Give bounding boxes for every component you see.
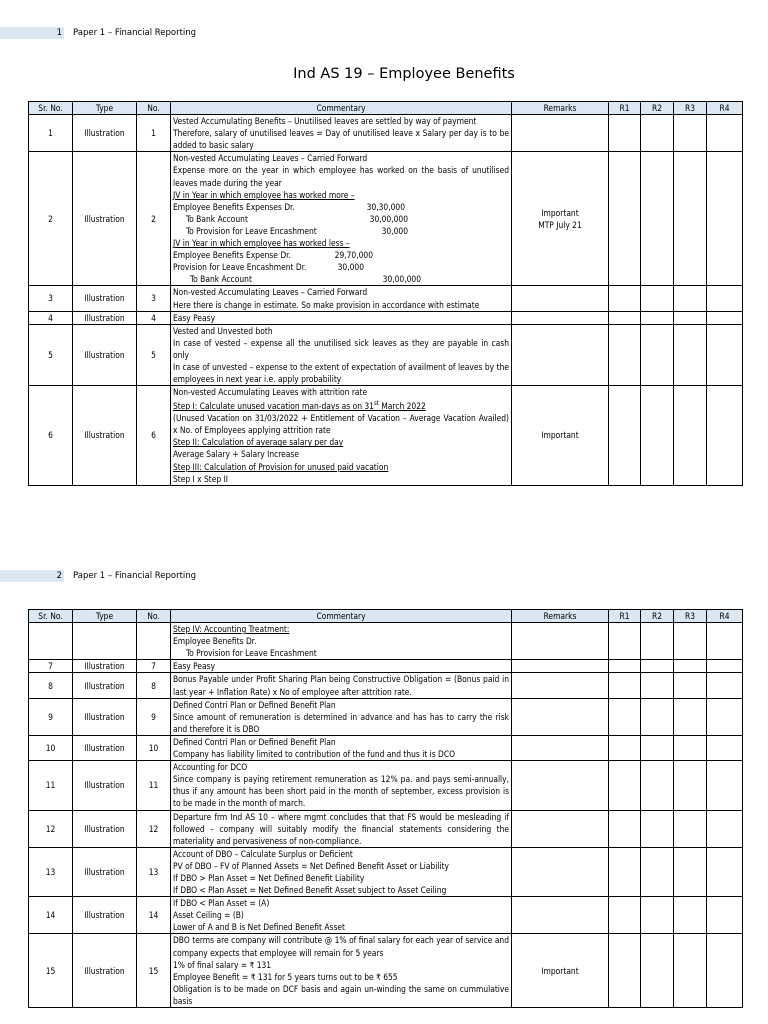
commentary-line: (Unused Vacation on 31/03/2022 + Entitlement of Vacation – Average Vacation Availed) x No. of Employees applying attrition rate (173, 413, 509, 436)
journal-entry (173, 249, 373, 261)
journal-amount: 30,000 (381, 225, 408, 236)
journal-amount: 29,70,000 (334, 250, 373, 261)
r3-cell (674, 660, 707, 673)
table-row (29, 324, 743, 385)
r3-cell (674, 810, 707, 847)
col-type: Type (73, 102, 137, 115)
commentary-cell (171, 698, 512, 735)
r1-cell (609, 152, 641, 286)
r4-cell (707, 698, 743, 735)
table-row (29, 934, 743, 1008)
no-cell: 12 (137, 810, 171, 847)
table-row (29, 673, 743, 698)
r1-cell (609, 324, 641, 385)
no-cell: 6 (137, 386, 171, 486)
r1-cell (609, 897, 641, 934)
commentary-line: Non-vested Accumulating Leaves with attrition rate (173, 387, 368, 398)
table-row (29, 810, 743, 847)
r2-cell (641, 324, 674, 385)
sr-cell: 13 (29, 847, 73, 896)
r3-cell (674, 386, 707, 486)
sr-cell: 7 (29, 660, 73, 673)
r2-cell (641, 386, 674, 486)
table-row (29, 698, 743, 735)
journal-account: To Provision for Leave Encashment (186, 225, 317, 236)
journal-amount: 30,000 (337, 262, 364, 273)
no-cell: 1 (137, 115, 171, 152)
commentary-line: Easy Peasy (173, 661, 216, 672)
r1-cell (609, 623, 641, 660)
col-no: No. (137, 610, 171, 623)
journal-account: Employee Benefits Expense Dr. (173, 250, 291, 261)
r2-cell (641, 735, 674, 760)
sr-cell: 6 (29, 386, 73, 486)
type-cell: Illustration (73, 761, 137, 810)
table-row (29, 152, 743, 286)
col-r3: R3 (674, 610, 707, 623)
commentary-cell (171, 152, 512, 286)
journal-entry (173, 261, 364, 273)
commentary-cell (171, 386, 512, 486)
col-r1: R1 (609, 610, 641, 623)
r4-cell (707, 311, 743, 324)
r3-cell (674, 698, 707, 735)
type-cell: Illustration (73, 660, 137, 673)
ordinal-suffix: st (373, 400, 379, 408)
sr-cell: 10 (29, 735, 73, 760)
r2-cell (641, 934, 674, 1008)
r3-cell (674, 847, 707, 896)
commentary-cell (171, 761, 512, 810)
r1-cell (609, 286, 641, 311)
r4-cell (707, 286, 743, 311)
table-row (29, 115, 743, 152)
type-cell: Illustration (73, 324, 137, 385)
r3-cell (674, 735, 707, 760)
remarks-cell (512, 761, 609, 810)
commentary-line: Defined Contri Plan or Defined Benefit Plan (173, 736, 336, 747)
r4-cell (707, 673, 743, 698)
commentary-line: In case of unvested – expense to the extent of expectation of availment of leaves by the employees in next year i.e. apply probability (173, 361, 509, 385)
table-row (29, 761, 743, 810)
commentary-line: Vested Accumulating Benefits – Unutilised leaves are settled by way of payment (173, 116, 477, 127)
remarks-cell (512, 810, 609, 847)
commentary-line: Obligation is to be made on DCF basis and again un-winding the same on cummulative basis (173, 983, 509, 1006)
step-text: Step I: Calculate unused vacation man-days as on 31 (173, 401, 374, 412)
r4-cell (707, 623, 743, 660)
r3-cell (674, 673, 707, 698)
commentary-line: Lower of A and B is Net Defined Benefit Asset (173, 922, 345, 933)
r2-cell (641, 152, 674, 286)
type-cell: Illustration (73, 934, 137, 1008)
r4-cell (707, 735, 743, 760)
commentary-line: JV in Year in which employee has worked less – (173, 238, 350, 249)
r3-cell (674, 115, 707, 152)
type-cell: Illustration (73, 311, 137, 324)
table-header-row (29, 102, 743, 115)
commentary-line: Employee Benefit = ₹ 131 for 5 years turns out to be ₹ 655 (173, 971, 398, 982)
no-cell (137, 623, 171, 660)
journal-entry (173, 273, 421, 285)
table-row (29, 623, 743, 660)
page-header (0, 27, 768, 39)
commentary-line: Bonus Payable under Profit Sharing Plan being Constructive Obligation = (Bonus paid in last year + Inflation Rate) x No of employee after attrition rate. (173, 674, 509, 697)
commentary-line: Employee Benefits Dr. (173, 636, 257, 647)
remarks-cell (512, 660, 609, 673)
col-r4: R4 (707, 610, 743, 623)
remarks-cell (512, 311, 609, 324)
r1-cell (609, 311, 641, 324)
col-remarks: Remarks (512, 102, 609, 115)
r1-cell (609, 673, 641, 698)
commentary-cell (171, 286, 512, 311)
journal-amount: 30,00,000 (369, 213, 408, 224)
commentary-line: DBO terms are company will contribute @ 1% of final salary for each year of service and company expects that employee will remain for 5 years (173, 935, 509, 958)
journal-account: To Bank Account (186, 213, 248, 224)
r2-cell (641, 897, 674, 934)
commentary-line: Here there is change in estimate. So make provision in accordance with estimate (173, 299, 480, 310)
page-number: 2 (56, 571, 62, 581)
commentary-line: Expense more on the year in which employee has worked on the basis of unutilised leaves made during the year (173, 165, 509, 188)
r2-cell (641, 115, 674, 152)
r1-cell (609, 847, 641, 896)
type-cell: Illustration (73, 897, 137, 934)
r2-cell (641, 660, 674, 673)
page-header-text: Paper 1 – Financial Reporting (73, 28, 197, 38)
r4-cell (707, 115, 743, 152)
r3-cell (674, 311, 707, 324)
journal-entry (173, 225, 408, 237)
r2-cell (641, 810, 674, 847)
table-row (29, 311, 743, 324)
commentary-cell (171, 735, 512, 760)
commentary-cell (171, 897, 512, 934)
r4-cell (707, 324, 743, 385)
sr-cell: 15 (29, 934, 73, 1008)
commentary-cell (171, 311, 512, 324)
remarks-cell: Important (512, 934, 609, 1008)
sr-cell: 1 (29, 115, 73, 152)
type-cell: Illustration (73, 673, 137, 698)
type-cell: Illustration (73, 115, 137, 152)
r1-cell (609, 698, 641, 735)
col-r2: R2 (641, 102, 674, 115)
type-cell: Illustration (73, 735, 137, 760)
remarks-line: Important (541, 207, 579, 218)
r4-cell (707, 660, 743, 673)
r4-cell (707, 847, 743, 896)
remarks-cell (512, 673, 609, 698)
remarks-line: MTP July 21 (538, 219, 582, 230)
commentary-line: PV of DBO – FV of Planned Assets = Net Defined Benefit Asset or Liability (173, 860, 449, 871)
document-title: Ind AS 19 – Employee Benefits (293, 66, 515, 82)
col-remarks: Remarks (512, 610, 609, 623)
commentary-line: Non-vested Accumulating Leaves – Carried Forward (173, 153, 368, 164)
commentary-cell (171, 324, 512, 385)
col-r1: R1 (609, 102, 641, 115)
table-row (29, 660, 743, 673)
commentary-line: Step IV: Accounting Treatment: (173, 624, 290, 635)
r3-cell (674, 152, 707, 286)
commentary-cell (171, 847, 512, 896)
sr-cell: 11 (29, 761, 73, 810)
col-type: Type (73, 610, 137, 623)
commentary-line: If DBO < Plan Asset = Net Defined Benefit Asset subject to Asset Ceiling (173, 885, 447, 896)
r1-cell (609, 810, 641, 847)
r2-cell (641, 847, 674, 896)
no-cell: 10 (137, 735, 171, 760)
journal-account: Employee Benefits Expenses Dr. (173, 201, 295, 212)
r4-cell (707, 934, 743, 1008)
type-cell: Illustration (73, 698, 137, 735)
table-row (29, 386, 743, 486)
commentary-line: JV in Year in which employee has worked more – (173, 189, 355, 200)
remarks-cell (512, 735, 609, 760)
benefits-table (28, 101, 743, 486)
r2-cell (641, 623, 674, 660)
journal-account: Provision for Leave Encashment Dr. (173, 262, 307, 273)
col-r4: R4 (707, 102, 743, 115)
no-cell: 2 (137, 152, 171, 286)
no-cell: 13 (137, 847, 171, 896)
col-commentary: Commentary (171, 102, 512, 115)
r2-cell (641, 286, 674, 311)
r1-cell (609, 115, 641, 152)
commentary-line (173, 398, 509, 412)
remarks-cell (512, 152, 609, 286)
commentary-line: Asset Ceiling = (B) (173, 910, 244, 921)
commentary-line: Since company is paying retirement remuneration as 12% pa. and pays semi-annually, thus if any amount has been short paid in the month of september, excess provision is to be made in the month of march. (173, 774, 509, 809)
sr-cell (29, 623, 73, 660)
r4-cell (707, 897, 743, 934)
r1-cell (609, 735, 641, 760)
type-cell: Illustration (73, 847, 137, 896)
no-cell: 3 (137, 286, 171, 311)
remarks-cell: Important (512, 386, 609, 486)
no-cell: 8 (137, 673, 171, 698)
r4-cell (707, 761, 743, 810)
r2-cell (641, 311, 674, 324)
r3-cell (674, 324, 707, 385)
col-commentary: Commentary (171, 610, 512, 623)
commentary-cell (171, 623, 512, 660)
commentary-line: Step II: Calculation of average salary per day (173, 437, 344, 448)
no-cell: 11 (137, 761, 171, 810)
commentary-cell (171, 673, 512, 698)
r2-cell (641, 698, 674, 735)
commentary-line: 1% of final salary = ₹ 131 (173, 959, 272, 970)
table-header-row (29, 610, 743, 623)
commentary-line: Step III: Calculation of Provision for unused paid vacation (173, 461, 389, 472)
r3-cell (674, 286, 707, 311)
r3-cell (674, 934, 707, 1008)
no-cell: 4 (137, 311, 171, 324)
sr-cell: 2 (29, 152, 73, 286)
commentary-line: Average Salary + Salary Increase (173, 449, 299, 460)
journal-entry (173, 201, 405, 213)
r2-cell (641, 761, 674, 810)
r1-cell (609, 761, 641, 810)
journal-amount: 30,30,000 (366, 201, 405, 212)
commentary-line: Departure frm Ind AS 10 – where mgmt concludes that that FS would be mesleading if followed – company will suitably modify the financial statements considering the materiality and pervasiveness of non-compliance. (173, 811, 509, 846)
commentary-line: Since amount of remuneration is determined in advance and has has to carry the risk and therefore it is DBO (173, 711, 509, 734)
no-cell: 14 (137, 897, 171, 934)
page-number: 1 (56, 28, 62, 38)
commentary-line: In case of vested – expense all the unutilised sick leaves as they are payable in cash only (173, 337, 509, 360)
step-text: March 2022 (378, 401, 426, 412)
page-header (0, 570, 768, 582)
commentary-line: Non-vested Accumulating Leaves – Carried Forward (173, 287, 368, 298)
no-cell: 15 (137, 934, 171, 1008)
benefits-table (28, 609, 743, 1008)
journal-amount: 30,00,000 (382, 274, 421, 285)
col-r3: R3 (674, 102, 707, 115)
type-cell: Illustration (73, 152, 137, 286)
sr-cell: 3 (29, 286, 73, 311)
r4-cell (707, 810, 743, 847)
r1-cell (609, 386, 641, 486)
r3-cell (674, 897, 707, 934)
commentary-line: If DBO < Plan Asset = (A) (173, 898, 270, 909)
col-no: No. (137, 102, 171, 115)
commentary-cell (171, 810, 512, 847)
sr-cell: 5 (29, 324, 73, 385)
sr-cell: 9 (29, 698, 73, 735)
r2-cell (641, 673, 674, 698)
col-sr: Sr. No. (29, 102, 73, 115)
table-row (29, 847, 743, 896)
commentary-cell (171, 115, 512, 152)
commentary-line: Accounting for DCO (173, 762, 248, 773)
page-header-text: Paper 1 – Financial Reporting (73, 571, 197, 581)
r3-cell (674, 761, 707, 810)
r4-cell (707, 386, 743, 486)
type-cell: Illustration (73, 386, 137, 486)
commentary-cell (171, 660, 512, 673)
commentary-line: Easy Peasy (173, 312, 216, 323)
remarks-cell (512, 623, 609, 660)
commentary-line: Vested and Unvested both (173, 325, 273, 336)
r3-cell (674, 623, 707, 660)
no-cell: 9 (137, 698, 171, 735)
table-row (29, 286, 743, 311)
sr-cell: 12 (29, 810, 73, 847)
commentary-line: Company has liability limited to contribution of the fund and thus it is DCO (173, 749, 456, 760)
remarks-cell (512, 897, 609, 934)
col-r2: R2 (641, 610, 674, 623)
remarks-cell (512, 698, 609, 735)
remarks-cell (512, 847, 609, 896)
commentary-line: To Provision for Leave Encashment (186, 648, 317, 659)
r1-cell (609, 934, 641, 1008)
sr-cell: 8 (29, 673, 73, 698)
r1-cell (609, 660, 641, 673)
type-cell: Illustration (73, 810, 137, 847)
r4-cell (707, 152, 743, 286)
no-cell: 5 (137, 324, 171, 385)
type-cell: Illustration (73, 286, 137, 311)
col-sr: Sr. No. (29, 610, 73, 623)
commentary-line: If DBO > Plan Asset = Net Defined Benefit Liability (173, 872, 365, 883)
commentary-line: Defined Contri Plan or Defined Benefit Plan (173, 699, 336, 710)
commentary-line: Therefore, salary of unutilised leaves = Day of unutilised leave x Salary per day is to be added to basic salary (173, 128, 509, 151)
remarks-cell (512, 286, 609, 311)
journal-entry (173, 213, 408, 225)
remarks-cell (512, 115, 609, 152)
journal-account: To Bank Account (190, 274, 252, 285)
sr-cell: 14 (29, 897, 73, 934)
type-cell (73, 623, 137, 660)
table-row (29, 735, 743, 760)
table-row (29, 897, 743, 934)
commentary-line: Account of DBO – Calculate Surplus or Deficient (173, 848, 353, 859)
commentary-line: Step I x Step II (173, 473, 229, 484)
sr-cell: 4 (29, 311, 73, 324)
remarks-cell (512, 324, 609, 385)
commentary-cell (171, 934, 512, 1008)
no-cell: 7 (137, 660, 171, 673)
